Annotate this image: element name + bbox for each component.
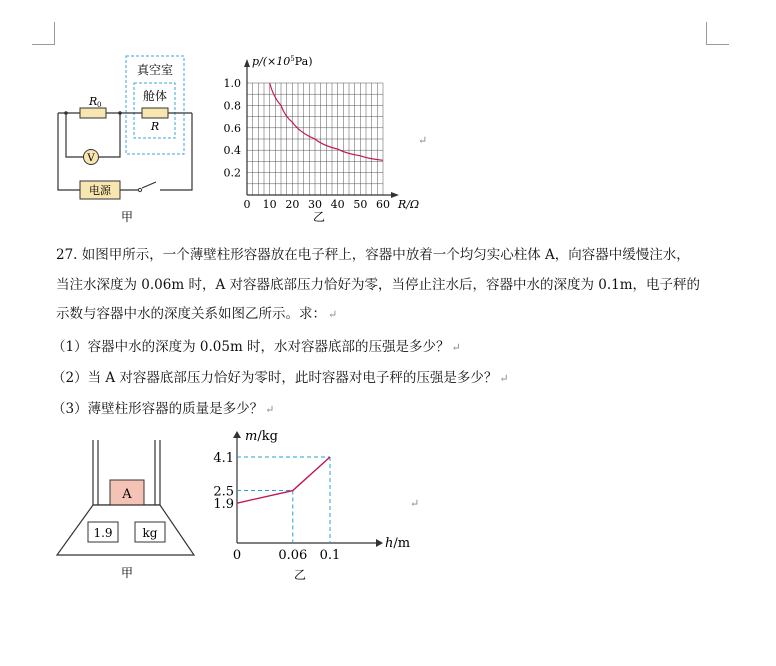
figure1-graph-caption: 乙: [312, 210, 326, 224]
y-tick-label: 1.9: [213, 497, 234, 513]
x-tick-label: 60: [376, 198, 390, 211]
r0-subscript: 0: [97, 101, 102, 109]
y-tick-label: 2.5: [213, 484, 234, 500]
x-tick-label: 50: [353, 198, 368, 211]
scale-unit: kg: [142, 526, 158, 540]
mh-graph-x-ticks: [233, 548, 340, 563]
question-part-3: （3）薄壁柱形容器的质量是多少？ ↵: [52, 401, 275, 417]
x-tick-label: 0: [243, 198, 251, 211]
question-part-1: （1）容器中水的深度为 0.05m 时，水对容器底部的压强是多少？ ↵: [52, 339, 461, 355]
x-tick-label: 0: [232, 548, 242, 563]
figure2-graph-caption: 乙: [293, 568, 307, 582]
x-tick-label: 40: [330, 198, 345, 211]
vacuum-label: 真空室: [136, 63, 174, 77]
x-tick-label: 0.1: [319, 548, 341, 563]
x-tick-label: 10: [262, 198, 277, 211]
y-tick-label: 1.0: [223, 77, 241, 90]
mh-graph-xlabel: h/m: [385, 536, 411, 551]
x-tick-label: 30: [308, 198, 322, 211]
voltmeter-label: V: [87, 153, 95, 164]
power-source-label: 电源: [89, 184, 111, 197]
return-mark: ↵: [418, 134, 428, 147]
question-line-1: 27. 如图甲所示，一个薄壁柱形容器放在电子秤上，容器中放着一个均匀实心柱体 A，向容器中缓慢注水，: [56, 247, 690, 263]
pr-graph-xlabel: R/Ω: [398, 198, 420, 211]
figure1-circuit-caption: 甲: [120, 210, 134, 224]
x-tick-label: 20: [285, 198, 300, 211]
pr-graph-ylabel: $p/(\times 10^5Pa)$: [252, 55, 313, 68]
r0-label: R: [89, 95, 98, 108]
y-tick-label: 0.6: [223, 121, 241, 135]
return-mark-2: ↵: [410, 497, 420, 510]
mh-graph-ylabel: m/kg: [245, 429, 278, 444]
y-tick-label: 4.1: [213, 451, 234, 466]
question-line-2: 当注水深度为 0.06m 时，A 对容器底部压力恰好为零，当停止注水后，容器中水的深度为 0.1m，电子秤的: [56, 277, 701, 293]
mh-graph-y-ticks: [213, 451, 234, 512]
y-tick-label: 0.2: [223, 166, 241, 180]
cabin-label: 舱体: [142, 89, 168, 103]
scale-reading: 1.9: [93, 526, 113, 540]
block-a-label: A: [122, 487, 132, 502]
y-tick-label: 0.4: [223, 144, 241, 158]
question-line-3: 示数与容器中水的深度关系如图乙所示。求： ↵: [56, 306, 338, 322]
figure2-scale-caption: 甲: [120, 566, 134, 580]
y-tick-label: 0.8: [223, 99, 241, 113]
question-part-2: （2）当 A 对容器底部压力恰好为零时，此时容器对电子秤的压强是多少？ ↵: [52, 370, 509, 386]
mh-line: [237, 457, 330, 503]
r-label: R: [150, 120, 160, 133]
x-tick-label: 0.06: [278, 548, 308, 563]
